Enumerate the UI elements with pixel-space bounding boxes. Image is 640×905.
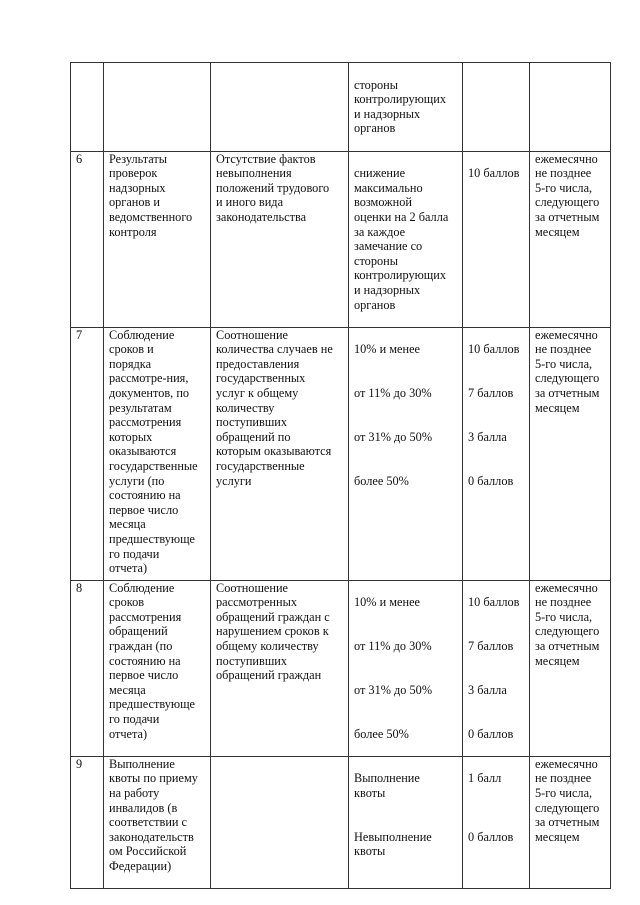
row-number: 8 xyxy=(71,580,104,756)
value-option: Невыполнение квоты xyxy=(354,829,432,859)
value-option: от 31% до 50% xyxy=(354,682,433,697)
indicator-cell: Соблюдение сроков и порядка рассмотре-ния, документов, по результатам рассмотрения которых оказываются государственные услуги (по состоянию на первое число месяца предшествующе го подачи отчета) xyxy=(104,327,211,580)
criterion-cell: Соотношение рассмотренных обращений граждан с нарушением сроков к общему количеству поступивших обращений граждан xyxy=(211,580,349,756)
criterion-cell: Отсутствие фактов невыполнения положений трудового и иного вида законодательства xyxy=(211,151,349,327)
indicator-cell xyxy=(104,63,211,152)
score-option: 10 баллов xyxy=(468,342,520,357)
row-number: 6 xyxy=(71,151,104,327)
score-option: 3 балла xyxy=(468,682,507,697)
criteria-table xyxy=(70,62,611,889)
score-cell xyxy=(463,63,530,152)
indicator-cell: Соблюдение сроков рассмотрения обращений граждан (по состоянию на первое число месяца предшествующе го подачи отчета) xyxy=(104,580,211,756)
score-option: 7 баллов xyxy=(468,639,514,654)
value-option: снижение максимально возможной оценки на 2 балла за каждое замечание со стороны контролирующих и надзорных органов xyxy=(354,166,449,312)
score-cell xyxy=(463,151,530,327)
row-number xyxy=(71,63,104,152)
score-option: 10 баллов xyxy=(468,595,520,610)
period-cell: ежемесячно не позднее 5-го числа, следующего за отчетным месяцем xyxy=(530,580,611,756)
period-cell xyxy=(530,63,611,152)
value-option: 10% и менее xyxy=(354,595,421,610)
criterion-cell xyxy=(211,756,349,888)
row-number: 9 xyxy=(71,756,104,888)
score-cell xyxy=(463,756,530,888)
value-cell xyxy=(349,580,463,756)
value-cell xyxy=(349,756,463,888)
indicator-cell: Выполнение квоты по приему на работу инвалидов (в соответствии с законодательств ом Российской Федерации) xyxy=(104,756,211,888)
value-option: от 11% до 30% xyxy=(354,639,432,654)
value-cell xyxy=(349,327,463,580)
score-cell xyxy=(463,327,530,580)
period-cell: ежемесячно не позднее 5-го числа, следующего за отчетным месяцем xyxy=(530,327,611,580)
score-option: 0 баллов xyxy=(468,726,514,741)
score-option: 0 баллов xyxy=(468,829,514,844)
value-option: более 50% xyxy=(354,473,409,488)
row-number: 7 xyxy=(71,327,104,580)
value-cell xyxy=(349,151,463,327)
table-row xyxy=(71,756,611,888)
value-option: 10% и менее xyxy=(354,342,421,357)
criterion-cell: Соотношение количества случаев не предоставления государственных услуг к общему количеству поступивших обращений по которым оказываются государственные услуги xyxy=(211,327,349,580)
period-cell: ежемесячно не позднее 5-го числа, следующего за отчетным месяцем xyxy=(530,756,611,888)
table-row xyxy=(71,580,611,756)
value-option: Выполнение квоты xyxy=(354,771,420,800)
value-cell xyxy=(349,63,463,152)
score-cell xyxy=(463,580,530,756)
criterion-cell xyxy=(211,63,349,152)
period-cell: ежемесячно не позднее 5-го числа, следующего за отчетным месяцем xyxy=(530,151,611,327)
table-row xyxy=(71,327,611,580)
score-option: 0 баллов xyxy=(468,473,514,488)
score-option: 7 баллов xyxy=(468,386,514,401)
value-option: стороны контролирующих и надзорных органов xyxy=(354,77,446,136)
indicator-cell: Результаты проверок надзорных органов и ведомственного контроля xyxy=(104,151,211,327)
score-option: 1 балл xyxy=(468,771,502,786)
score-option: 10 баллов xyxy=(468,166,520,181)
value-option: от 31% до 50% xyxy=(354,429,433,444)
value-option: от 11% до 30% xyxy=(354,386,432,401)
table-row xyxy=(71,151,611,327)
table-row xyxy=(71,63,611,152)
value-option: более 50% xyxy=(354,726,409,741)
score-option: 3 балла xyxy=(468,429,507,444)
